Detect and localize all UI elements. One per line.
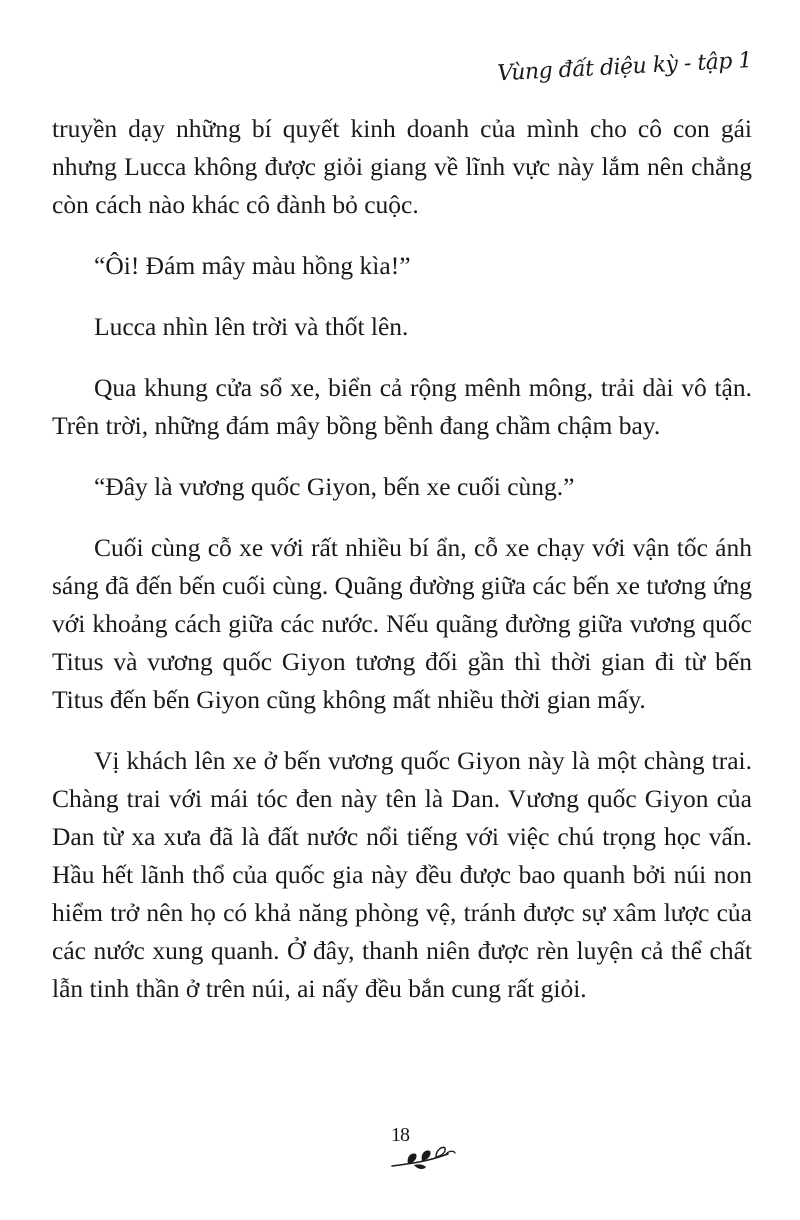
paragraph: Cuối cùng cỗ xe với rất nhiều bí ẩn, cỗ xe chạy với vận tốc ánh sáng đã đến bến cuối cùng. Quãng đường giữa các bến xe tương ứng với khoảng cách giữa các nước. Nếu quãng đường giữa vương quốc Titus và vương quốc Giyon tương đối gần thì thời gian đi từ bến Titus đến bến Giyon cũng không mất nhiều thời gian mấy. [52,533,752,714]
page-number: 18 [391,1124,409,1146]
paragraph: Vị khách lên xe ở bến vương quốc Giyon này là một chàng trai. Chàng trai với mái tóc đen này tên là Dan. Vương quốc Giyon của Dan từ xa xưa đã là đất nước nổi tiếng với việc chú trọng học vấn. Hầu hết lãnh thổ của quốc gia này đều được bao quanh bởi núi non hiểm trở nên họ có khả năng phòng vệ, tránh được sự xâm lược của các nước xung quanh. Ở đây, thanh niên được rèn luyện cả thể chất lẫn tinh thần ở trên núi, ai nấy đều bắn cung rất giỏi. [52,746,752,1003]
paragraph: Lucca nhìn lên trời và thốt lên. [94,312,409,341]
leaf-branch-icon [388,1142,458,1176]
paragraph-dialogue: “Đây là vương quốc Giyon, bến xe cuối cùng.” [94,472,575,501]
running-header: Vùng đất diệu kỳ - tập 1 [496,48,753,87]
paragraph: Qua khung cửa sổ xe, biển cả rộng mênh mông, trải dài vô tận. Trên trời, những đám mây bồng bềnh đang chầm chậm bay. [52,373,752,440]
paragraph-dialogue: “Ôi! Đám mây màu hồng kìa!” [94,251,411,280]
paragraph-continuation: truyền dạy những bí quyết kinh doanh của mình cho cô con gái nhưng Lucca không được giỏi giang về lĩnh vực này lắm nên chẳng còn cách nào khác cô đành bỏ cuộc. [52,114,752,219]
body-text [52,110,752,1031]
